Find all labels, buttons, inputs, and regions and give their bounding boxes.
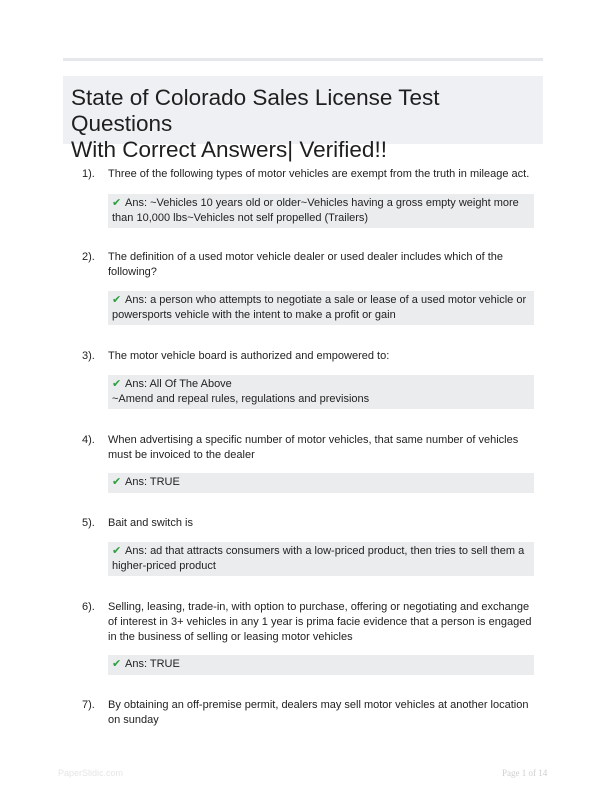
answer-box [108, 655, 534, 675]
answer-box [108, 375, 534, 409]
question-text: Three of the following types of motor vehicles are exempt from the truth in mileage act. [108, 168, 530, 180]
top-divider [63, 58, 543, 61]
title-line-2: With Correct Answers| Verified!! [71, 137, 387, 162]
answer-box [108, 194, 534, 228]
check-icon: ✔ [112, 658, 122, 670]
page-number: Page 1 of 14 [502, 768, 548, 778]
answer-text: Ans: All Of The Above [125, 378, 232, 390]
question-number: 7). [82, 699, 95, 711]
check-icon: ✔ [112, 545, 122, 557]
check-icon: ✔ [112, 294, 122, 306]
answer-text: Ans: ~Vehicles 10 years old or older~Vehicles having a gross empty weight more than 10,000 lbs~Vehicles not self propelled (Trailers) [112, 197, 519, 224]
check-icon: ✔ [112, 197, 122, 209]
question-number: 6). [82, 601, 95, 613]
question-text: The definition of a used motor vehicle dealer or used dealer includes which of the following? [108, 251, 504, 278]
answer-text-line-2: ~Amend and repeal rules, regulations and previsions [112, 393, 370, 405]
question-text: Bait and switch is [108, 517, 193, 529]
answer-box [108, 542, 534, 576]
question-number: 2). [82, 251, 95, 263]
answer-text: Ans: a person who attempts to negotiate a sale or lease of a used motor vehicle or powersports vehicle with the intent to make a profit or gain [112, 294, 527, 321]
question-number: 1). [82, 168, 95, 180]
question-number: 4). [82, 434, 95, 446]
title-line-1: State of Colorado Sales License Test Questions [71, 85, 440, 136]
answer-text: Ans: ad that attracts consumers with a low-priced product, then tries to sell them a higher-priced product [112, 545, 525, 572]
check-icon: ✔ [112, 378, 122, 390]
answer-box [108, 291, 534, 325]
title-banner [63, 76, 543, 162]
document-title [71, 85, 543, 163]
answer-text: Ans: TRUE [125, 476, 180, 488]
answer-text: Ans: TRUE [125, 658, 180, 670]
question-text: When advertising a specific number of motor vehicles, that same number of vehicles must be invoiced to the dealer [108, 434, 519, 461]
check-icon: ✔ [112, 476, 122, 488]
question-text: By obtaining an off-premise permit, dealers may sell motor vehicles at another location on sunday [108, 699, 529, 726]
footer-watermark: PaperSlidic.com [58, 768, 124, 778]
question-number: 5). [82, 517, 95, 529]
question-number: 3). [82, 350, 95, 362]
question-text: Selling, leasing, trade-in, with option to purchase, offering or negotiating and exchange of interest in 3+ vehicles in any 1 year is prima facie evidence that a person is engaged in the business of selling or leasing motor vehicles [108, 601, 532, 643]
answer-box [108, 473, 534, 493]
question-text: The motor vehicle board is authorized and empowered to: [108, 350, 390, 362]
